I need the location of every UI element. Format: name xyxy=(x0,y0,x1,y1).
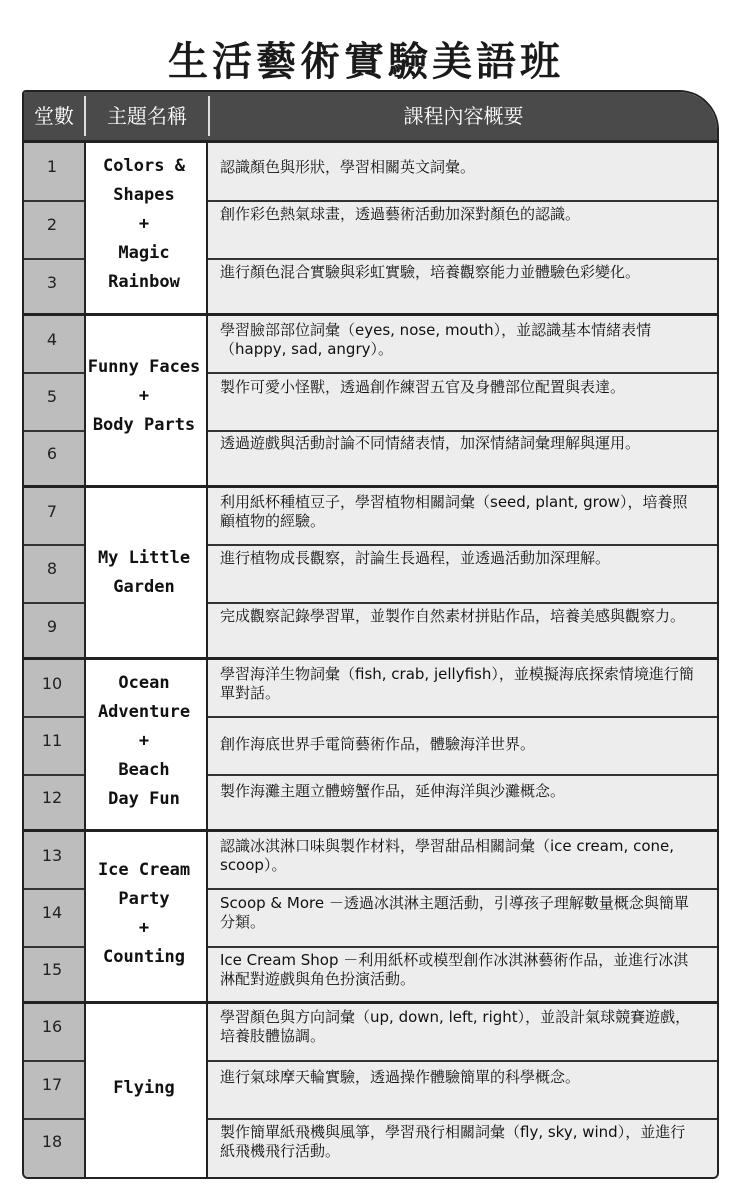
header-session: 堂數 xyxy=(34,104,74,128)
session-number: 4 xyxy=(46,330,58,349)
session-number: 10 xyxy=(41,674,63,693)
topic-name: Funny Faces + Body Parts xyxy=(87,357,201,435)
topic-name: Flying xyxy=(113,1078,175,1098)
page-title: 生活藝術實驗美語班 xyxy=(168,39,564,85)
topic-name: Ice Cream Party + Counting xyxy=(97,860,191,967)
content-text: 完成觀察記錄學習單，並製作自然素材拼貼作品，培養美感與觀察力。 xyxy=(220,607,686,625)
content-text: 進行氣球摩天輪實驗，透過操作體驗簡單的科學概念。 xyxy=(220,1068,581,1086)
content-text: 製作簡單紙飛機與風箏，學習飛行相關詞彙（fly, sky, wind），並進行紙飛機飛行活動。 xyxy=(220,1123,686,1160)
session-number: 6 xyxy=(46,444,58,463)
content-text: 透過遊戲與活動討論不同情緒表情，加深情緒詞彙理解與運用。 xyxy=(220,434,641,452)
header-content: 課程內容概要 xyxy=(403,104,524,128)
content-text: Scoop & More －透過冰淇淋主題活動，引導孩子理解數量概念與簡單分類。 xyxy=(220,894,689,931)
topic-name: Ocean Adventure + Beach Day Fun xyxy=(97,673,191,809)
content-text: 認識冰淇淋口味與製作材料，學習甜品相關詞彙（ice cream, cone, scoop）。 xyxy=(220,837,674,874)
content-text: 製作海灘主題立體螃蟹作品，延伸海洋與沙灘概念。 xyxy=(220,782,566,800)
session-number: 9 xyxy=(46,617,58,636)
content-text: 創作海底世界手電筒藝術作品，體驗海洋世界。 xyxy=(220,735,536,753)
session-number: 13 xyxy=(41,846,63,865)
session-number: 5 xyxy=(46,387,58,406)
content-text: 學習海洋生物詞彙（fish, crab, jellyfish），並模擬海底探索情境進行簡單對話。 xyxy=(220,665,694,702)
topic-name: My Little Garden xyxy=(97,548,191,597)
table-header xyxy=(24,92,717,143)
content-text: 製作可愛小怪獸，透過創作練習五官及身體部位配置與表達。 xyxy=(220,378,626,396)
topic-name: Colors & Shapes + Magic Rainbow xyxy=(103,156,185,292)
session-number: 16 xyxy=(41,1017,63,1036)
content-text: Ice Cream Shop －利用紙杯或模型創作冰淇淋藝術作品，並進行冰淇淋配對遊戲與角色扮演活動。 xyxy=(220,951,689,988)
content-text: 利用紙杯種植豆子，學習植物相關詞彙（seed, plant, grow），培養照顧植物的經驗。 xyxy=(220,493,688,530)
session-number: 2 xyxy=(46,215,58,234)
content-text: 學習臉部部位詞彙（eyes, nose, mouth），並認識基本情緒表情（happy, sad, angry）。 xyxy=(220,321,652,358)
session-number: 12 xyxy=(41,788,63,807)
content-text: 創作彩色熱氣球畫，透過藝術活動加深對顏色的認識。 xyxy=(220,205,581,223)
session-number: 15 xyxy=(41,960,63,979)
session-number: 18 xyxy=(41,1132,63,1151)
session-number: 14 xyxy=(41,903,63,922)
content-text: 學習顏色與方向詞彙（up, down, left, right），並設計氣球競賽遊戲，培養肢體協調。 xyxy=(220,1008,691,1045)
session-number: 3 xyxy=(46,273,58,292)
session-number: 7 xyxy=(46,502,58,521)
session-number: 1 xyxy=(46,157,58,176)
content-text: 認識顏色與形狀，學習相關英文詞彙。 xyxy=(220,158,476,176)
content-text: 進行植物成長觀察，討論生長過程，並透過活動加深理解。 xyxy=(220,549,611,567)
header-topic: 主題名稱 xyxy=(107,104,187,128)
session-number: 11 xyxy=(41,731,63,750)
session-number: 8 xyxy=(46,559,58,578)
topic-column xyxy=(84,143,208,1177)
session-number: 17 xyxy=(41,1075,63,1094)
content-text: 進行顏色混合實驗與彩虹實驗，培養觀察能力並體驗色彩變化。 xyxy=(220,263,641,281)
